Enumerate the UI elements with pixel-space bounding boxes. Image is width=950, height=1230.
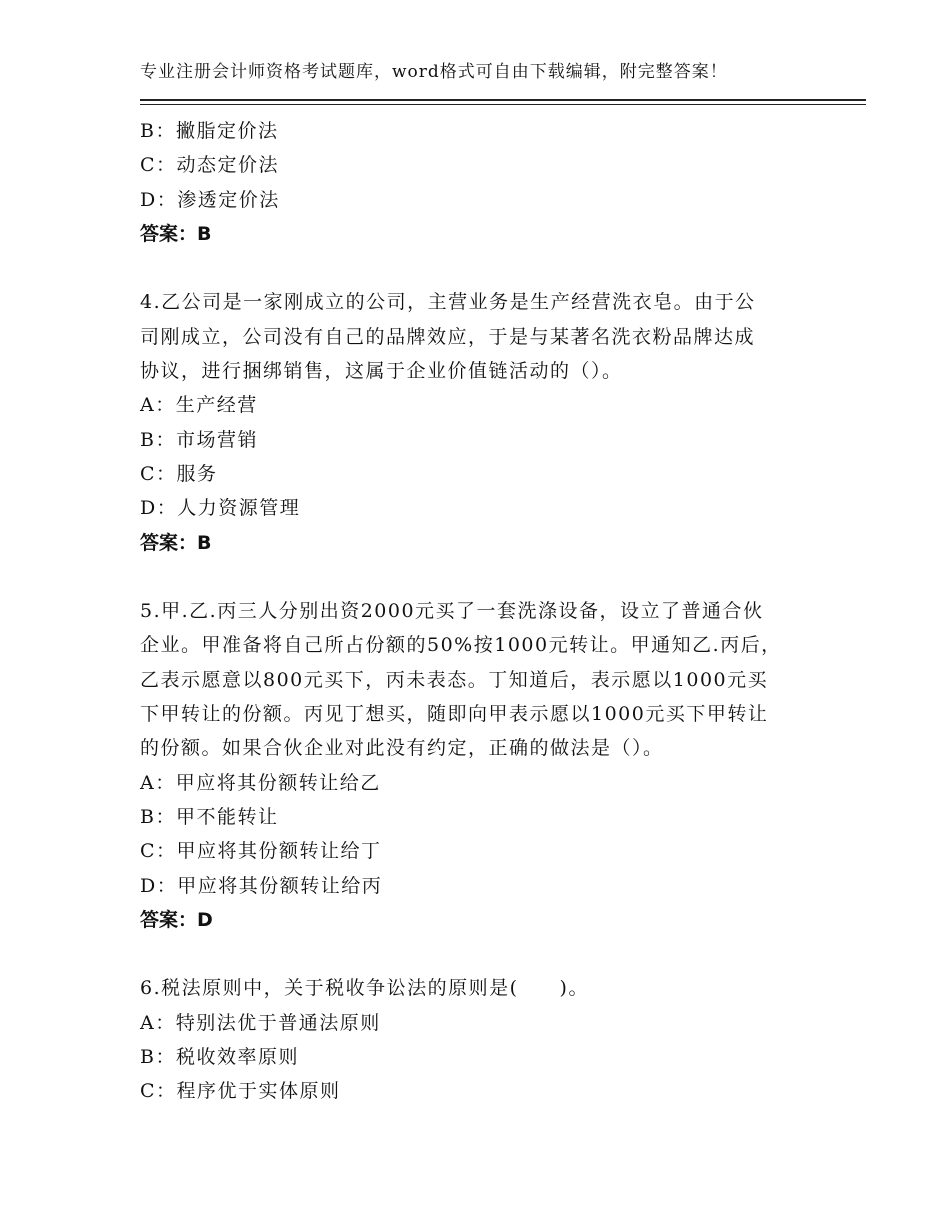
question-stem-line: 4.乙公司是一家刚成立的公司，主营业务是生产经营洗衣皂。由于公 bbox=[140, 291, 756, 314]
question-4 bbox=[140, 285, 830, 559]
option-b: B：市场营销 bbox=[140, 428, 258, 451]
option-a: A：生产经营 bbox=[140, 394, 258, 417]
option-c: C：程序优于实体原则 bbox=[140, 1080, 341, 1103]
question-stem-line: 协议，进行捆绑销售，这属于企业价值链活动的（）。 bbox=[140, 360, 623, 383]
spacer bbox=[140, 560, 830, 594]
question-stem-line: 司刚成立，公司没有自己的品牌效应，于是与某著名洗衣粉品牌达成 bbox=[140, 325, 756, 348]
answer: 答案：B bbox=[140, 222, 212, 245]
answer: 答案：B bbox=[140, 531, 212, 554]
question-stem-line: 6.税法原则中，关于税收争讼法的原则是( )。 bbox=[140, 977, 589, 1000]
option-d: D：甲应将其份额转让给丙 bbox=[140, 874, 383, 897]
option-a: A：甲应将其份额转让给乙 bbox=[140, 771, 381, 794]
question-stem-line: 的份额。如果合伙企业对此没有约定，正确的做法是（）。 bbox=[140, 737, 664, 760]
option-b: B：甲不能转让 bbox=[140, 805, 279, 828]
question-3 bbox=[140, 114, 830, 251]
header-divider-thick bbox=[140, 99, 866, 101]
option-d: D：人力资源管理 bbox=[140, 497, 301, 520]
question-stem-line: 5.甲.乙.丙三人分别出资2000元买了一套洗涤设备，设立了普通合伙 bbox=[140, 600, 764, 623]
question-stem-line: 下甲转让的份额。丙见丁想买，随即向甲表示愿以1000元买下甲转让 bbox=[140, 703, 769, 726]
option-c: C：动态定价法 bbox=[140, 154, 280, 177]
answer: 答案：D bbox=[140, 908, 213, 931]
question-5 bbox=[140, 594, 830, 937]
spacer bbox=[140, 937, 830, 971]
option-a: A：特别法优于普通法原则 bbox=[140, 1011, 381, 1034]
option-d: D：渗透定价法 bbox=[140, 188, 280, 211]
option-b: B：撇脂定价法 bbox=[140, 120, 279, 142]
header-divider-thin bbox=[140, 104, 866, 105]
spacer bbox=[140, 251, 830, 285]
question-content bbox=[140, 114, 830, 1109]
page-header: 专业注册会计师资格考试题库，word格式可自由下载编辑，附完整答案！ bbox=[140, 62, 728, 82]
question-6 bbox=[140, 971, 830, 1108]
option-b: B：税收效率原则 bbox=[140, 1046, 299, 1069]
option-c: C：服务 bbox=[140, 462, 218, 485]
option-c: C：甲应将其份额转让给丁 bbox=[140, 840, 382, 863]
question-stem-line: 企业。甲准备将自己所占份额的50%按1000元转让。甲通知乙.丙后， bbox=[140, 634, 782, 657]
question-stem-line: 乙表示愿意以800元买下，丙未表态。丁知道后，表示愿以1000元买 bbox=[140, 668, 769, 691]
